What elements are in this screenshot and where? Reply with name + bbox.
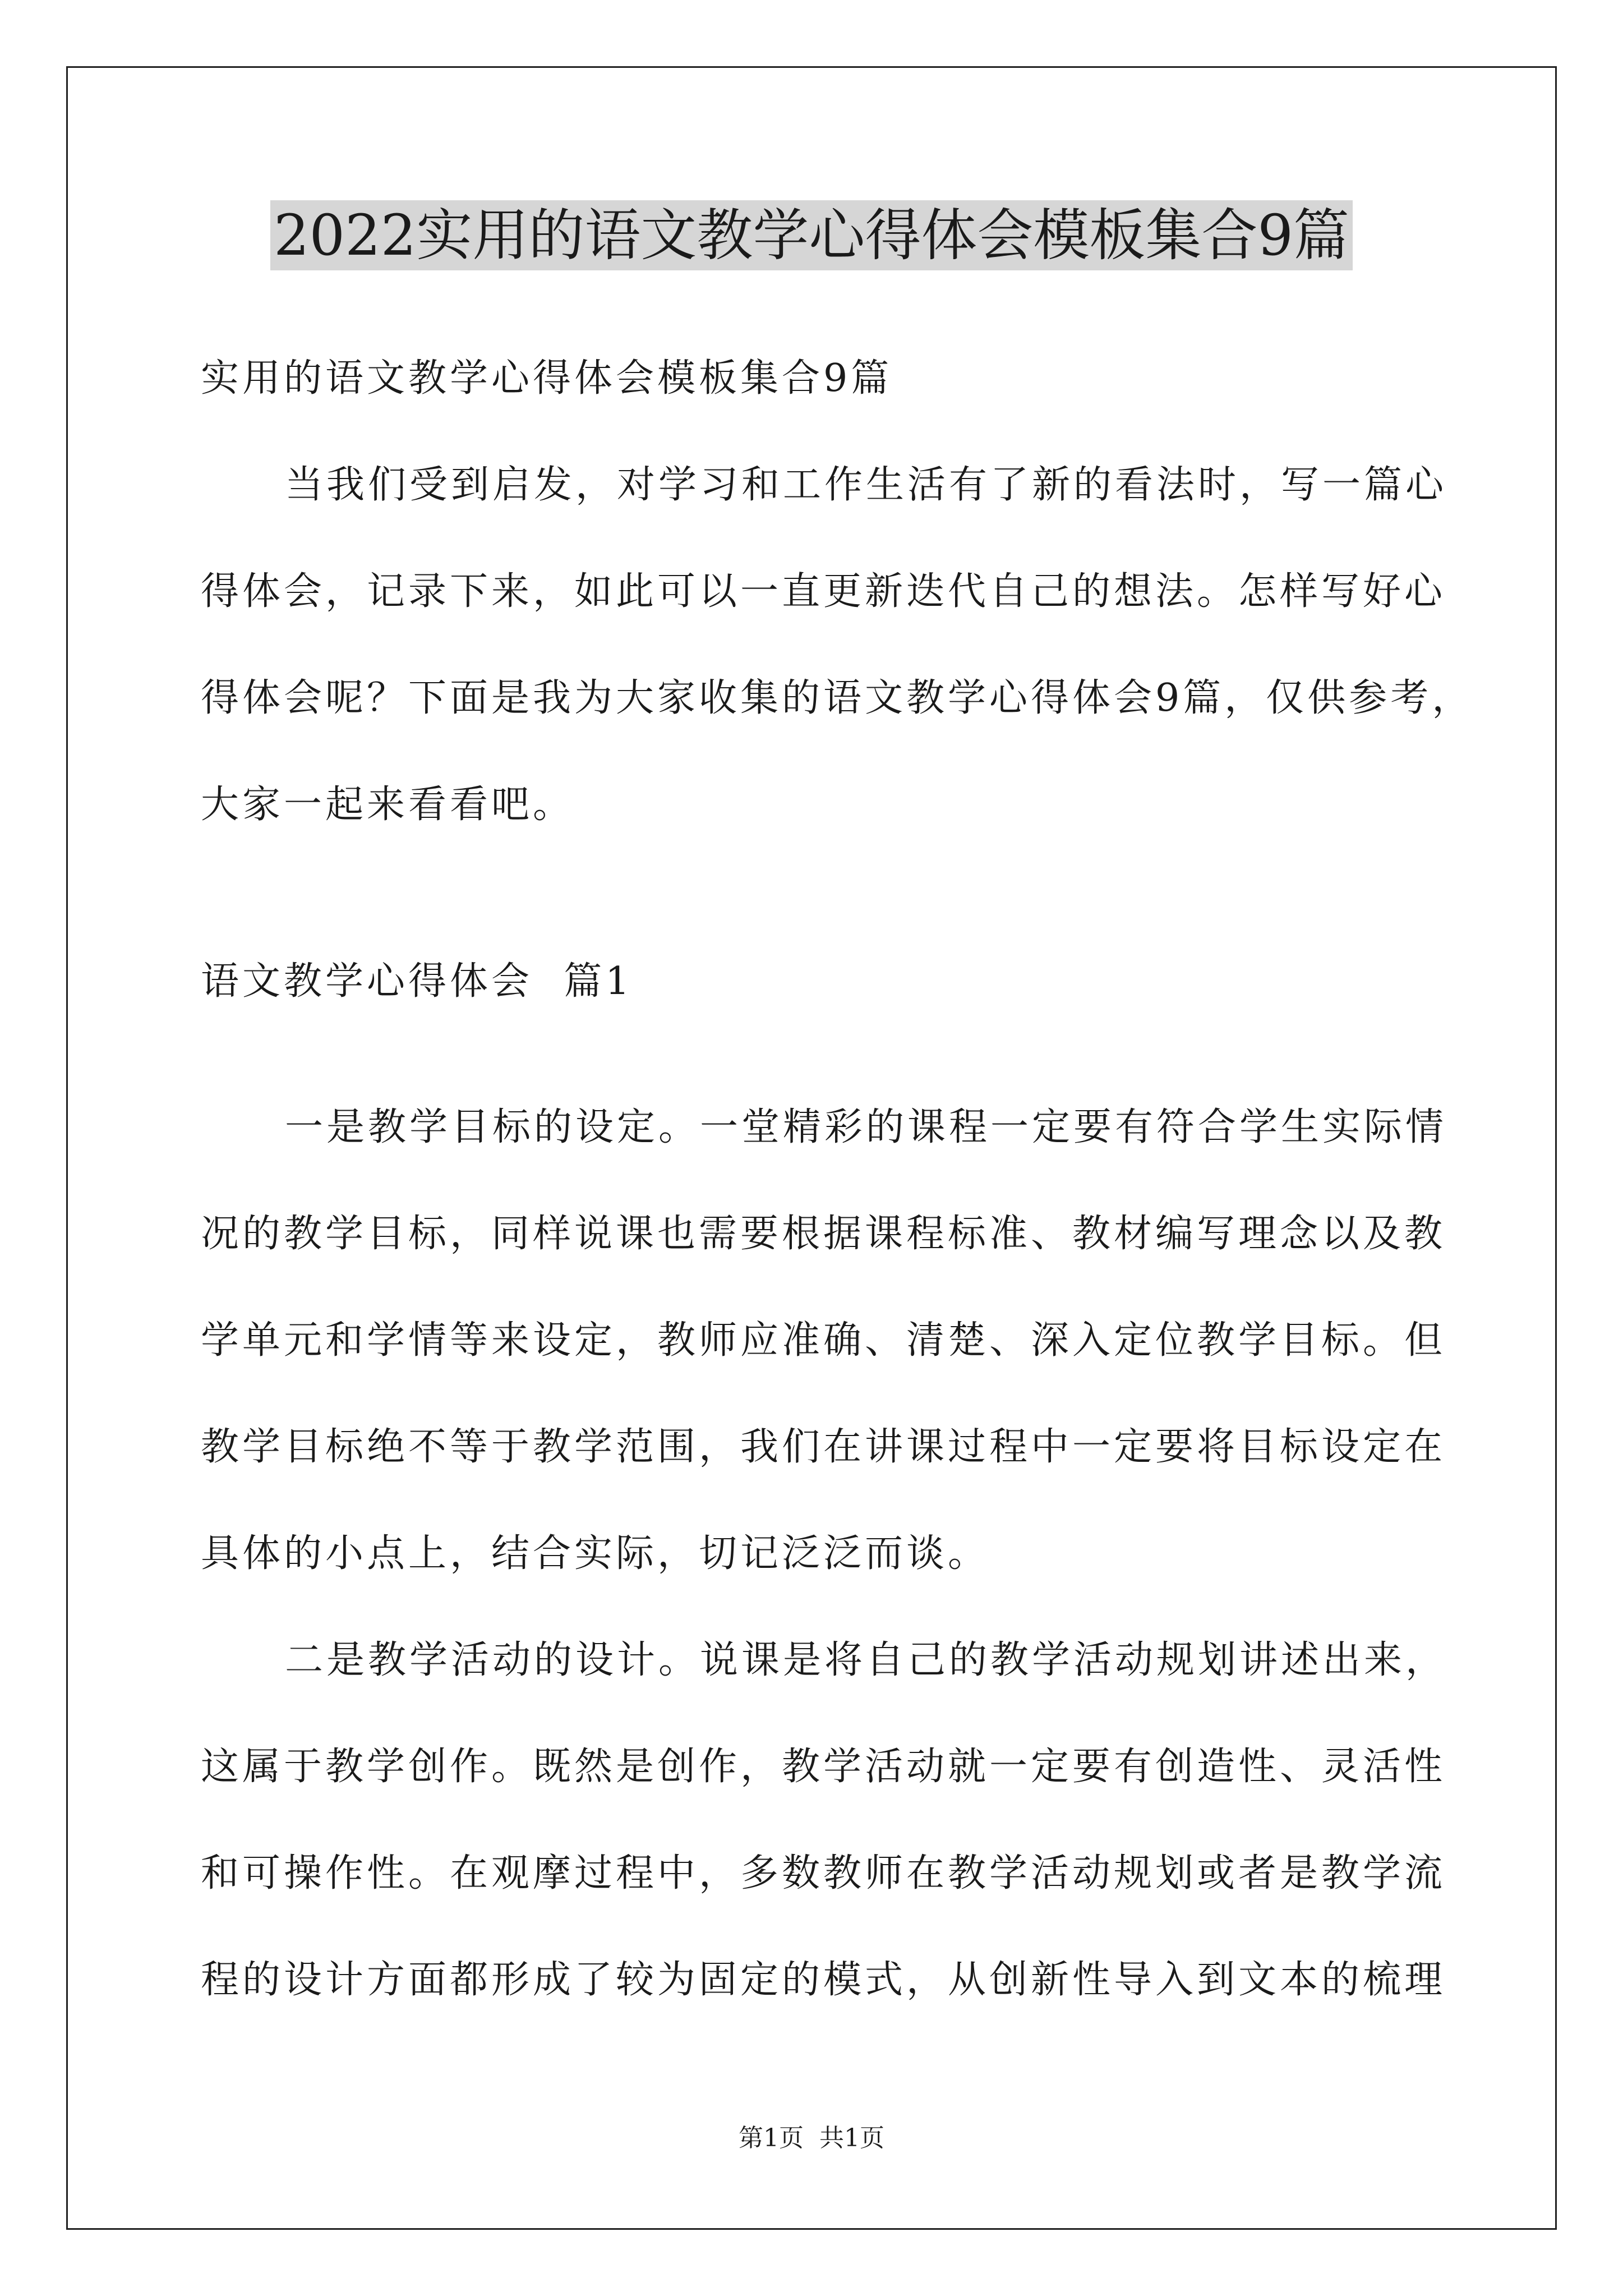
intro-line: 大家一起来看看吧。 bbox=[201, 783, 575, 827]
paragraph-2-line: 这属于教学创作。既然是创作，教学活动就一定要有创造性、灵活性 bbox=[201, 1745, 1446, 1789]
document-title-text: 2022实用的语文教学心得体会模板集合9篇 bbox=[270, 200, 1353, 270]
document-title bbox=[0, 202, 1623, 269]
paragraph-1-line: 一是教学目标的设定。一堂精彩的课程一定要有符合学生实际情 bbox=[285, 1105, 1447, 1149]
paragraph-1-line: 具体的小点上，结合实际，切记泛泛而谈。 bbox=[201, 1531, 990, 1576]
intro-paragraph bbox=[201, 432, 1474, 858]
section-heading: 语文教学心得体会 篇1 bbox=[201, 959, 633, 1004]
intro-line: 当我们受到启发，对学习和工作生活有了新的看法时，写一篇心 bbox=[285, 463, 1447, 507]
intro-line: 得体会，记录下来，如此可以一直更新迭代自己的想法。怎样写好心 bbox=[201, 569, 1446, 614]
section-body bbox=[201, 1074, 1457, 2033]
intro-line: 得体会呢？下面是我为大家收集的语文教学心得体会9篇，仅供参考， bbox=[201, 676, 1474, 720]
paragraph-2-line: 程的设计方面都形成了较为固定的模式，从创新性导入到文本的梳理 bbox=[201, 1958, 1446, 2002]
document-subtitle: 实用的语文教学心得体会模板集合9篇 bbox=[201, 356, 893, 401]
paragraph-2-line: 二是教学活动的设计。说课是将自己的教学活动规划讲述出来， bbox=[285, 1638, 1447, 1682]
paragraph-1-line: 学单元和学情等来设定，教师应准确、清楚、深入定位教学目标。但 bbox=[201, 1318, 1446, 1363]
paragraph-1-line: 况的教学目标，同样说课也需要根据课程标准、教材编写理念以及教 bbox=[201, 1212, 1446, 1256]
page-footer: 第1页 共1页 bbox=[739, 2124, 884, 2152]
paragraph-2-line: 和可操作性。在观摩过程中，多数教师在教学活动规划或者是教学流 bbox=[201, 1851, 1446, 1895]
paragraph-1-line: 教学目标绝不等于教学范围，我们在讲课过程中一定要将目标设定在 bbox=[201, 1425, 1446, 1469]
